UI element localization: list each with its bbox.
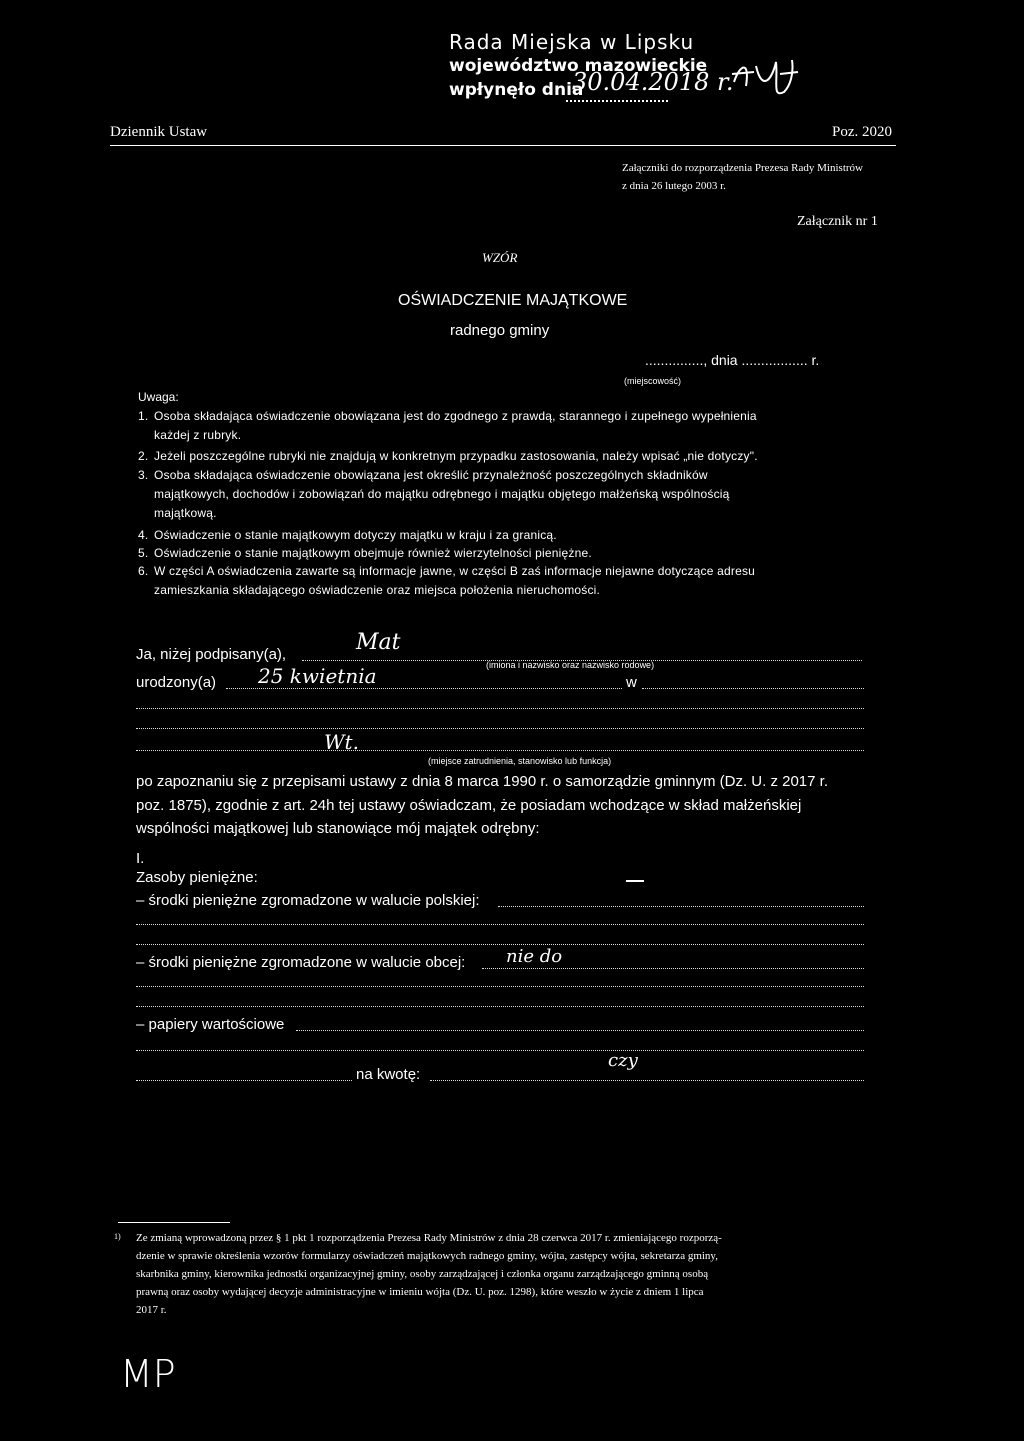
stamp-line3: wpłynęło dnia — [449, 80, 584, 100]
stamp-signature — [728, 52, 818, 102]
work-caption: (miejsce zatrudnienia, stanowisko lub funkcja) — [428, 756, 612, 766]
bottom-initials: MP — [120, 1352, 176, 1396]
amount-label: na kwotę: — [356, 1066, 421, 1083]
securities-label: – papiery wartościowe — [136, 1016, 285, 1033]
note-6: 6. W części A oświadczenia zawarte są informacje jawne, w części B zaś informacje niejawne dotyczące adresu zamieszkania składającego oświadczenie oraz miejsca położenia nieruchomości. — [138, 564, 756, 597]
note-4: 4. Oświadczenie o stanie majątkowym dotyczy majątku w kraju i za granicą. — [138, 528, 557, 542]
footnote-mark: 1) — [114, 1232, 121, 1241]
blank-dots-2 — [136, 728, 864, 729]
footnote-line4: prawną oraz osoby wydającej decyzje administracyjne w imieniu wójta (Dz. U. poz. 1298), które weszło w życie z dniem 1 lipca — [136, 1286, 704, 1298]
form-title: OŚWIADCZENIE MAJĄTKOWE — [398, 292, 628, 309]
annex-line1: Załączniki do rozporządzenia Prezesa Rady Ministrów — [622, 162, 863, 174]
para-line1: po zapoznaniu się z przepisami ustawy z dnia 8 marca 1990 r. o samorządzie gminnym (Dz. U. z 2017 r. — [136, 773, 828, 790]
annex-line2: z dnia 26 lutego 2003 r. — [622, 180, 726, 192]
footnote-line1: Ze zmianą wprowadzoną przez § 1 pkt 1 rozporządzenia Prezesa Rady Ministrów z dnia 28 czerwca 2017 r. zmieniającego rozporzą- — [136, 1232, 722, 1244]
section-roman: I. — [136, 850, 145, 867]
amount-dots-left — [136, 1080, 352, 1081]
signed-label: Ja, niżej podpisany(a), — [136, 646, 287, 663]
header-right: Poz. 2020 — [832, 124, 892, 140]
name-caption: (imiona i nazwisko oraz nazwisko rodowe) — [486, 660, 655, 670]
wzor-label: WZÓR — [482, 250, 518, 265]
footnote-line3: skarbnika gminy, kierownika jednostki organizacyjnej gminy, osoby zarządzającej i członka organu zarządzającego gminną osobą — [136, 1268, 709, 1280]
note-1: 1. Osoba składająca oświadczenie obowiązana jest do zgodnego z prawdą, starannego i zupełnego wypełnienia każdej z rubryk. — [138, 409, 757, 442]
header-rule — [110, 145, 896, 146]
place-caption: (miejscowość) — [624, 376, 682, 386]
born-in-label: w — [626, 674, 637, 691]
stamp-line1: Rada Miejska w Lipsku — [449, 30, 695, 54]
footnote-line5: 2017 r. — [136, 1304, 167, 1316]
born-dots — [226, 688, 622, 689]
foreign-dots — [482, 968, 864, 969]
pln-dots-2 — [136, 924, 864, 925]
pln-label: – środki pieniężne zgromadzone w walucie polskiej: — [136, 892, 480, 909]
para-line2: poz. 1875), zgodnie z art. 24h tej ustawy oświadczam, że posiadam wchodzące w skład małżeńskiej — [136, 797, 802, 814]
section-heading: Zasoby pieniężne: — [136, 869, 258, 886]
foreign-dots-3 — [136, 1006, 864, 1007]
signed-handwriting: Mat — [356, 630, 401, 655]
annex-number: Załącznik nr 1 — [797, 214, 878, 229]
amount-dots — [430, 1080, 864, 1081]
born-label: urodzony(a) — [136, 674, 217, 691]
pln-dots-3 — [136, 944, 864, 945]
dash-mark — [626, 880, 644, 882]
securities-dots-2 — [136, 1050, 864, 1051]
stamp-line2: województwo mazowieckie — [449, 56, 708, 76]
amount-handwriting: czy — [608, 1050, 638, 1071]
securities-dots — [296, 1030, 864, 1031]
footnote-line2: dzenie w sprawie określenia wzorów formularzy oświadczeń majątkowych radnego gminy, wójta, zastępcy wójta, sekretarza gminy, — [136, 1250, 718, 1262]
para-line3: wspólności majątkowej lub stanowiące mój majątek odrębny: — [136, 820, 540, 837]
note-5: 5. Oświadczenie o stanie majątkowym obejmuje również wierzytelności pieniężne. — [138, 546, 592, 560]
foreign-handwriting: nie do — [506, 946, 563, 967]
pln-dots — [498, 906, 864, 907]
header-left: Dziennik Ustaw — [110, 124, 208, 140]
born-handwriting: 25 kwietnia — [258, 664, 377, 688]
work-handwriting: Wt. — [324, 730, 359, 754]
footnote-rule — [118, 1222, 230, 1223]
blank-dots-1 — [136, 708, 864, 709]
born-in-dots — [642, 688, 864, 689]
work-dots — [136, 750, 864, 751]
form-subtitle: radnego gminy — [450, 322, 550, 339]
note-2: 2. Jeżeli poszczególne rubryki nie znajdują w konkretnym przypadku zastosowania, należy wpisać „nie dotyczy". — [138, 449, 758, 463]
place-date-line: ..............., dnia ................. r. — [645, 352, 820, 368]
foreign-label: – środki pieniężne zgromadzone w walucie obcej: — [136, 954, 466, 971]
note-3: 3. Osoba składająca oświadczenie obowiązana jest określić przynależność poszczególnych składników majątkowych, dochodów i zobowiązań do majątku odrębnego i majątku objętego małżeńską wspólnością majątkową. — [138, 468, 730, 520]
foreign-dots-2 — [136, 986, 864, 987]
notes-heading: Uwaga: — [138, 390, 179, 404]
stamp-date-dots — [566, 100, 668, 102]
stamp-handwritten-date: 30.04.2018 r. — [572, 68, 734, 96]
